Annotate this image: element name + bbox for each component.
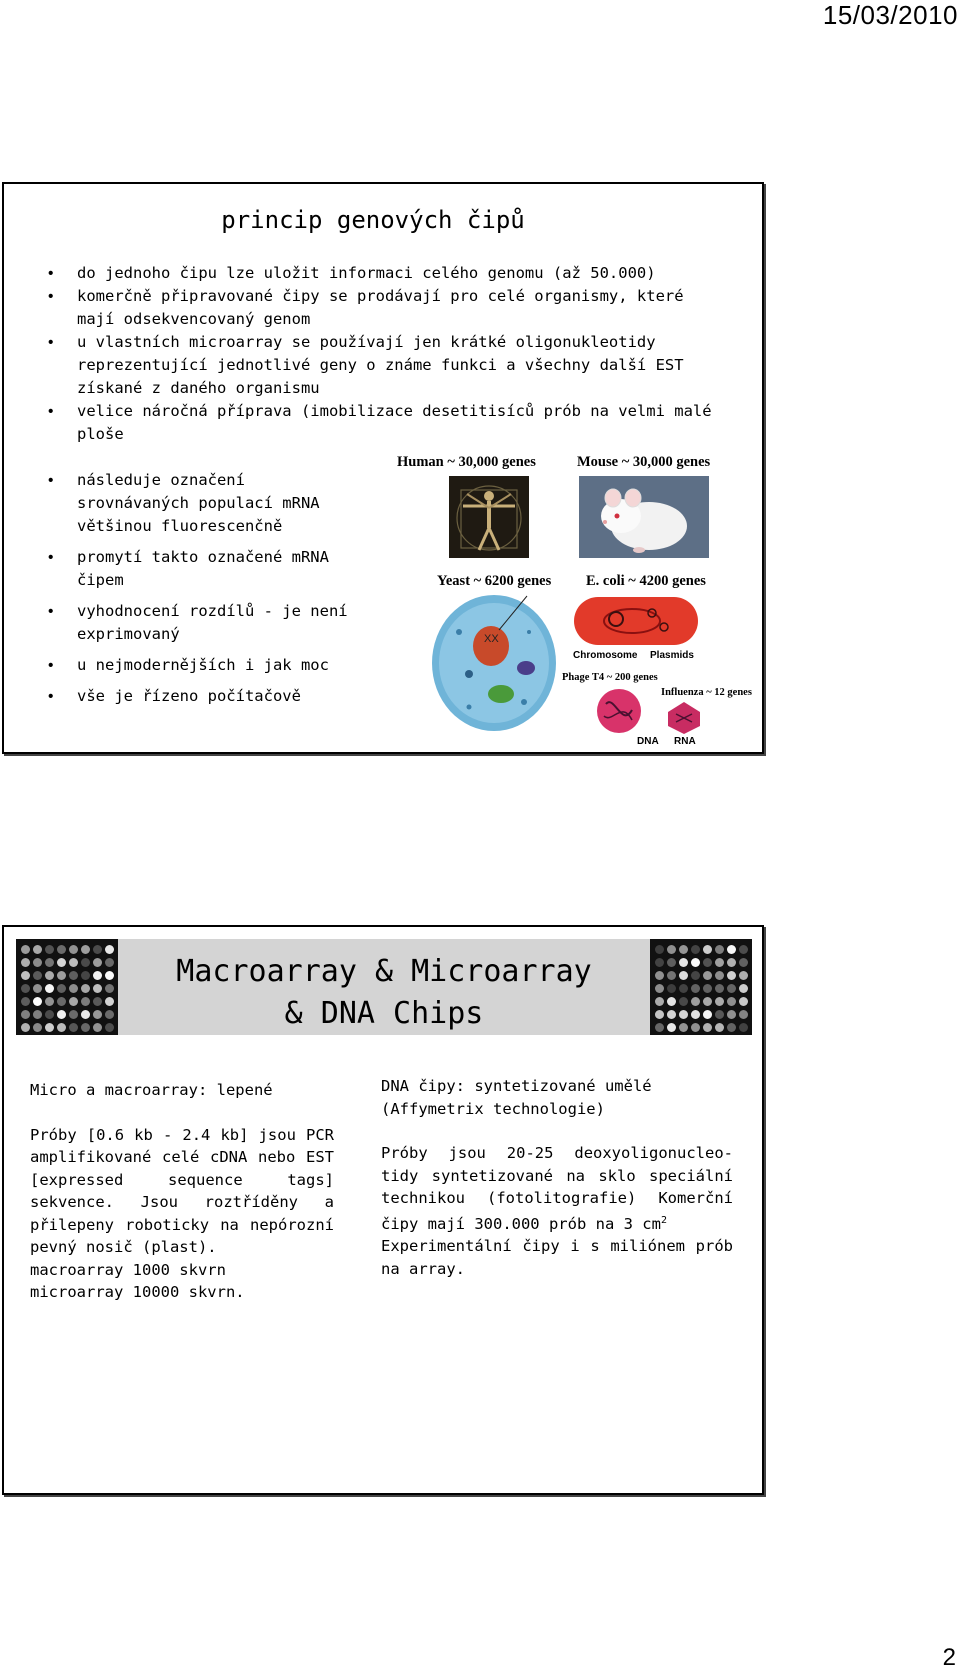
array-spot	[93, 984, 102, 993]
array-spot	[57, 1010, 66, 1019]
array-spot	[667, 1023, 676, 1032]
array-spot	[703, 945, 712, 954]
array-spot	[45, 971, 54, 980]
array-spot	[715, 1023, 724, 1032]
array-spot	[691, 945, 700, 954]
phage-image	[592, 688, 646, 734]
microarray-image-left	[16, 939, 118, 1035]
array-spot	[81, 984, 90, 993]
slide-arrays	[2, 925, 764, 1495]
array-spot	[691, 1023, 700, 1032]
array-spot	[105, 958, 114, 967]
array-spot	[81, 945, 90, 954]
array-spot	[655, 958, 664, 967]
slide-title-line1: Macroarray & Microarray	[176, 954, 592, 989]
column-body-text: Próby jsou 20-25 deoxyoligonucleo- tidy syntetizované na sklo speciální technikou (fotolitografie) Komerční čipy mají 300.000 prób na 3 cm	[381, 1144, 733, 1233]
array-spot	[81, 971, 90, 980]
array-spot	[45, 984, 54, 993]
microarray-image-right	[650, 939, 752, 1035]
array-spot	[21, 1023, 30, 1032]
array-spot	[69, 971, 78, 980]
array-spot	[105, 971, 114, 980]
array-spot	[33, 1023, 42, 1032]
array-spot	[679, 945, 688, 954]
array-spot	[21, 971, 30, 980]
bullet-list-left	[4, 469, 349, 716]
rna-label: RNA	[674, 736, 696, 747]
array-spot	[33, 971, 42, 980]
array-spot	[739, 1010, 748, 1019]
chromosome-label: Chromosome	[573, 650, 638, 661]
title-banner	[16, 939, 752, 1035]
array-spot	[727, 1010, 736, 1019]
page-number: 2	[942, 1644, 956, 1671]
array-spot	[739, 997, 748, 1006]
array-spot	[81, 1023, 90, 1032]
array-spot	[93, 997, 102, 1006]
column-body	[381, 1142, 733, 1235]
array-spot	[727, 945, 736, 954]
array-spot	[691, 1010, 700, 1019]
array-spot	[33, 1010, 42, 1019]
array-spot	[69, 997, 78, 1006]
column-line: microarray 10000 skvrn.	[30, 1283, 245, 1301]
array-spot	[667, 971, 676, 980]
superscript: 2	[660, 1214, 667, 1226]
array-spot	[655, 984, 664, 993]
array-spot	[703, 971, 712, 980]
array-spot	[727, 1023, 736, 1032]
array-spot	[715, 958, 724, 967]
array-spot	[93, 958, 102, 967]
column-body: Experimentální čipy i s miliónem prób na array.	[381, 1237, 733, 1278]
array-spot	[703, 984, 712, 993]
array-spot	[727, 971, 736, 980]
array-spot	[691, 971, 700, 980]
array-spot	[739, 958, 748, 967]
array-spot	[679, 958, 688, 967]
array-spot	[69, 1010, 78, 1019]
array-spot	[81, 1010, 90, 1019]
bullet-item: • vše je řízeno počítačově	[4, 685, 349, 708]
column-dna-chips	[381, 1075, 733, 1280]
bullet-item: • velice náročná příprava (imobilizace desetitisíců prób na velmi malé ploše	[4, 400, 724, 446]
array-spot	[57, 945, 66, 954]
bullet-item: • do jednoho čipu lze uložit informaci celého genomu (až 50.000)	[4, 262, 724, 285]
array-spot	[715, 1010, 724, 1019]
array-spot	[679, 984, 688, 993]
array-spot	[21, 984, 30, 993]
svg-text:XX: XX	[484, 633, 499, 645]
dna-label: DNA	[637, 736, 659, 747]
mouse-image	[579, 476, 709, 558]
array-spot	[679, 997, 688, 1006]
influenza-image	[666, 700, 702, 736]
array-spot	[739, 984, 748, 993]
bullet-item: • vyhodnocení rozdílů - je není exprimovaný	[4, 600, 349, 646]
array-spot	[727, 958, 736, 967]
array-spot	[679, 1010, 688, 1019]
slide-title-line2: & DNA Chips	[284, 996, 484, 1031]
array-spot	[655, 971, 664, 980]
array-spot	[105, 1010, 114, 1019]
column-body: Próby [0.6 kb - 2.4 kb] jsou PCR amplifikované celé cDNA nebo EST [expressed sequence tags] sekvence. Jsou roztříděny a přilepeny roboticky na nepórozní pevný nosič (plast).	[30, 1125, 334, 1256]
column-heading: Micro a macroarray: lepené	[30, 1081, 273, 1099]
array-spot	[105, 945, 114, 954]
bullet-item: • promytí takto označené mRNA čipem	[4, 546, 349, 592]
array-spot	[69, 984, 78, 993]
array-spot	[667, 984, 676, 993]
bullet-item: • u vlastních microarray se používají jen krátké oligonukleotidy reprezentující jednotlivé geny o známe funkci a všechny další EST získané z daného organismu	[4, 331, 724, 400]
array-spot	[33, 984, 42, 993]
plasmids-label: Plasmids	[650, 650, 694, 661]
array-spot	[703, 997, 712, 1006]
bullet-list-top	[4, 262, 724, 446]
array-spot	[93, 1023, 102, 1032]
date-header: 15/03/2010	[822, 0, 958, 30]
array-spot	[691, 997, 700, 1006]
array-spot	[667, 945, 676, 954]
array-spot	[703, 1010, 712, 1019]
array-spot	[93, 1010, 102, 1019]
array-spot	[105, 1023, 114, 1032]
mouse-label: Mouse ~ 30,000 genes	[577, 454, 711, 470]
human-label: Human ~ 30,000 genes	[397, 454, 536, 470]
column-subheading: (Affymetrix technologie)	[381, 1099, 605, 1118]
array-spot	[81, 997, 90, 1006]
array-spot	[655, 1023, 664, 1032]
array-spot	[21, 945, 30, 954]
array-spot	[715, 971, 724, 980]
column-heading: DNA čipy: syntetizované umělé	[381, 1077, 652, 1095]
array-spot	[667, 997, 676, 1006]
array-spot	[739, 1023, 748, 1032]
vitruvian-man-image	[449, 476, 529, 558]
array-spot	[727, 984, 736, 993]
array-spot	[57, 958, 66, 967]
array-spot	[93, 971, 102, 980]
array-spot	[703, 1023, 712, 1032]
column-macroarray	[30, 1079, 334, 1304]
array-spot	[739, 971, 748, 980]
array-spot	[655, 997, 664, 1006]
array-spot	[655, 945, 664, 954]
array-spot	[69, 958, 78, 967]
array-spot	[691, 984, 700, 993]
bullet-item: • následuje označení srovnávaných populací mRNA většinou fluorescenčně	[4, 469, 349, 538]
array-spot	[727, 997, 736, 1006]
yeast-label: Yeast ~ 6200 genes	[437, 573, 552, 589]
array-spot	[105, 984, 114, 993]
bullet-item: • u nejmodernějších i jak moc	[4, 654, 349, 677]
array-spot	[69, 1023, 78, 1032]
array-spot	[93, 945, 102, 954]
array-spot	[33, 958, 42, 967]
ecoli-label: E. coli ~ 4200 genes	[586, 573, 706, 589]
array-spot	[655, 1010, 664, 1019]
array-spot	[33, 997, 42, 1006]
array-spot	[21, 958, 30, 967]
slide-title	[126, 951, 642, 1035]
array-spot	[667, 958, 676, 967]
influenza-label: Influenza ~ 12 genes	[661, 687, 752, 698]
phage-label: Phage T4 ~ 200 genes	[562, 672, 658, 683]
array-spot	[45, 997, 54, 1006]
bullet-item: • komerčně připravované čipy se prodávají pro celé organismy, které mají odsekvencovaný genom	[4, 285, 724, 331]
array-spot	[45, 1023, 54, 1032]
array-spot	[81, 958, 90, 967]
array-spot	[21, 1010, 30, 1019]
column-line: macroarray 1000 skvrn	[30, 1260, 226, 1279]
array-spot	[57, 971, 66, 980]
array-spot	[45, 945, 54, 954]
array-spot	[105, 997, 114, 1006]
array-spot	[739, 945, 748, 954]
array-spot	[57, 1023, 66, 1032]
array-spot	[33, 945, 42, 954]
slide-principle	[2, 182, 764, 754]
array-spot	[667, 1010, 676, 1019]
array-spot	[45, 958, 54, 967]
array-spot	[21, 997, 30, 1006]
array-spot	[45, 1010, 54, 1019]
array-spot	[69, 945, 78, 954]
array-spot	[679, 971, 688, 980]
slide-title: princip genových čipů	[221, 206, 525, 234]
array-spot	[691, 958, 700, 967]
array-spot	[679, 1023, 688, 1032]
array-spot	[57, 984, 66, 993]
array-spot	[703, 958, 712, 967]
array-spot	[715, 945, 724, 954]
yeast-cell-image	[429, 592, 559, 734]
ecoli-cell-image	[572, 593, 700, 649]
array-spot	[715, 984, 724, 993]
array-spot	[715, 997, 724, 1006]
array-spot	[57, 997, 66, 1006]
